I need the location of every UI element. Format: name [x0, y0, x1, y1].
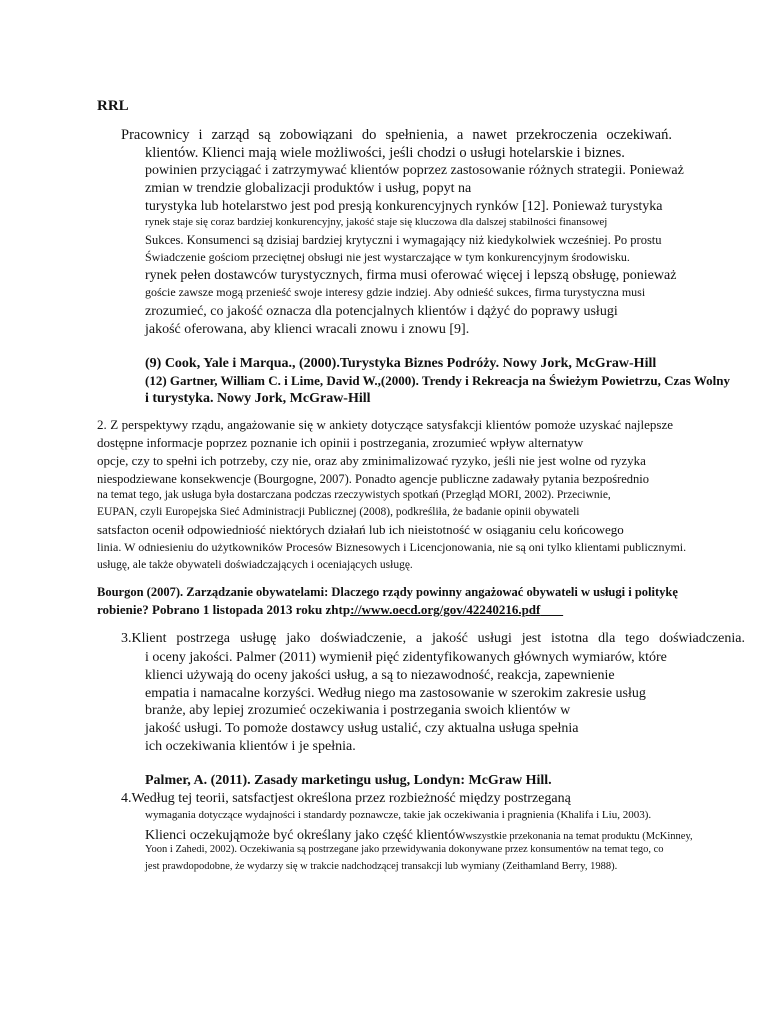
paragraph-line: zmian w trendzie globalizacji produktów i usług, popyt na	[145, 181, 472, 196]
paragraph-line: Świadczenie gościom przeciętnej obsługi nie jest wystarczające w tym konkurencyjnym środowisku.	[145, 250, 630, 264]
reference-link[interactable]: ://www.oecd.org/gov/42240216.pdf	[350, 602, 541, 617]
paragraph-line: ich oczekiwania klientów i je spełnia.	[145, 739, 356, 754]
paragraph-line: EUPAN, czyli Europejska Sieć Administracji Publicznej (2008), podkreśliła, że badanie opinii obywateli	[97, 506, 580, 518]
paragraph-line: jakość usługi. To pomoże dostawcy usług ustalić, czy aktualna usługa spełnia	[145, 721, 579, 736]
paragraph-line: rynek staje się coraz bardziej konkurencyjny, jakość staje się kluczowa dla dalszej stabilności finansowej	[145, 216, 608, 228]
paragraph-line: zrozumieć, co jakość oznacza dla potencjalnych klientów i dążyć do poprawy usługi	[145, 304, 618, 319]
paragraph-line: goście zawsze mogą przenieść swoje interesy gdzie indziej. Aby odnieść sukces, firma turystyczna musi	[145, 285, 646, 299]
section-3-reference: Palmer, A. (2011). Zasady marketingu usług, Londyn: McGraw Hill.	[145, 773, 552, 788]
reference-line: (12) Gartner, William C. i Lime, David W.,(2000). Trendy i Rekreacja na Świeżym Powietrzu, Czas Wolny	[145, 373, 730, 388]
paragraph-line: jest prawdopodobne, że wydarzy się w trakcie nadchodzącej transakcji lub wymiany (Zeithamland Berry, 1988).	[145, 861, 618, 872]
paragraph-line: wymagania dotyczące wydajności i standardy poznawcze, takie jak oczekiwania i pragnienia (Khalifa i Liu, 2003).	[145, 809, 652, 821]
paragraph-line: empatia i namacalne korzyści. Według niego ma zastosowanie w szerokim zakresie usług	[145, 686, 646, 701]
paragraph-line: usługę, ale także obywateli doświadczających i oceniających usługę.	[97, 559, 413, 571]
paragraph-line: dostępne informacje poprzez poznanie ich opinii i postrzegania, zrozumieć wpływ alternatyw	[97, 435, 584, 450]
paragraph-line: satsfacton ocenił odpowiedniość niektórych działań lub ich nieistotność w osiąganiu celu końcowego	[97, 522, 624, 537]
paragraph-line: jakość oferowana, aby klienci wracali znowu i znowu [9].	[145, 322, 470, 337]
page-title: RRL	[97, 98, 129, 114]
paragraph-line: i oceny jakości. Palmer (2011) wymienił pięć zidentyfikowanych głównych wymiarów, które	[145, 650, 667, 665]
paragraph-line: linia. W odniesieniu do użytkowników Procesów Biznesowych i Licencjonowania, nie są oni tylko klientami publicznymi.	[97, 540, 687, 554]
paragraph-text: wszystkie przekonania na temat produktu (McKinney,	[465, 831, 693, 842]
paragraph-line: klienci używają do oceny jakości usług, a są to niezawodność, reakcja, zapewnienie	[145, 668, 615, 683]
paragraph-text: Klienci oczekująmoże być określany jako część klientów	[145, 828, 466, 843]
reference-line: i turystyka. Nowy Jork, McGraw-Hill	[145, 391, 371, 406]
reference-line: Bourgon (2007). Zarządzanie obywatelami: Dlaczego rządy powinny angażować obywateli w usługi i politykę	[97, 585, 678, 599]
reference-text: robienie? Pobrano 1 listopada 2013 roku zhtp	[97, 602, 351, 617]
reference-line: (9) Cook, Yale i Marqua., (2000).Turystyka Biznes Podróży. Nowy Jork, McGraw-Hill	[145, 356, 657, 371]
paragraph-line: 4.Według tej teorii, satsfactjest określona przez rozbieżność między postrzeganą	[121, 791, 571, 806]
paragraph-line: 3.Klient postrzega usługę jako doświadczenie, a jakość usługi jest istotna dla tego doświadczenia.	[121, 631, 745, 646]
reference-line	[97, 603, 563, 618]
paragraph-line: branże, aby lepiej zrozumieć oczekiwania i postrzegania swoich klientów w	[145, 703, 571, 718]
paragraph-line: turystyka lub hotelarstwo jest pod presją konkurencyjnych rynków [12]. Ponieważ turystyka	[145, 199, 663, 214]
paragraph-line: na temat tego, jak usługa była dostarczana podczas rzeczywistych spotkań (Przegląd MORI, 2002). Przeciwnie,	[97, 489, 611, 501]
paragraph-line: rynek pełen dostawców turystycznych, firma musi oferować więcej i lepszą obsługę, ponieważ	[145, 268, 677, 283]
paragraph-line: klientów. Klienci mają wiele możliwości, jeśli chodzi o usługi hotelarskie i biznes.	[145, 145, 625, 161]
paragraph-line: Yoon i Zahedi, 2002). Oczekiwania są postrzegane jako przewidywania dokonywane przez konsumentów na temat tego, co	[145, 844, 664, 855]
paragraph-line: 2. Z perspektywy rządu, angażowanie się w ankiety dotyczące satysfakcji klientów pomoże uzyskać najlepsze	[97, 417, 673, 432]
paragraph-line: niespodziewane konsekwencje (Bourgogne, 2007). Ponadto agencje publiczne zadawały pytania bezpośrednio	[97, 472, 650, 486]
paragraph-line: opcje, czy to spełni ich potrzeby, czy nie, oraz aby zminimalizować ryzyko, jeśli nie jest wolne od ryzyka	[97, 453, 646, 468]
paragraph-line	[145, 826, 693, 844]
link-underline-filler	[540, 602, 563, 617]
paragraph-line: Pracownicy i zarząd są zobowiązani do spełnienia, a nawet przekroczenia oczekiwań.	[121, 127, 672, 143]
paragraph-line: Sukces. Konsumenci są dzisiaj bardziej krytyczni i wymagający niż kiedykolwiek wcześniej. Po prostu	[145, 233, 662, 247]
paragraph-line: powinien przyciągać i zatrzymywać klientów poprzez zastosowanie różnych strategii. Ponieważ	[145, 163, 684, 178]
